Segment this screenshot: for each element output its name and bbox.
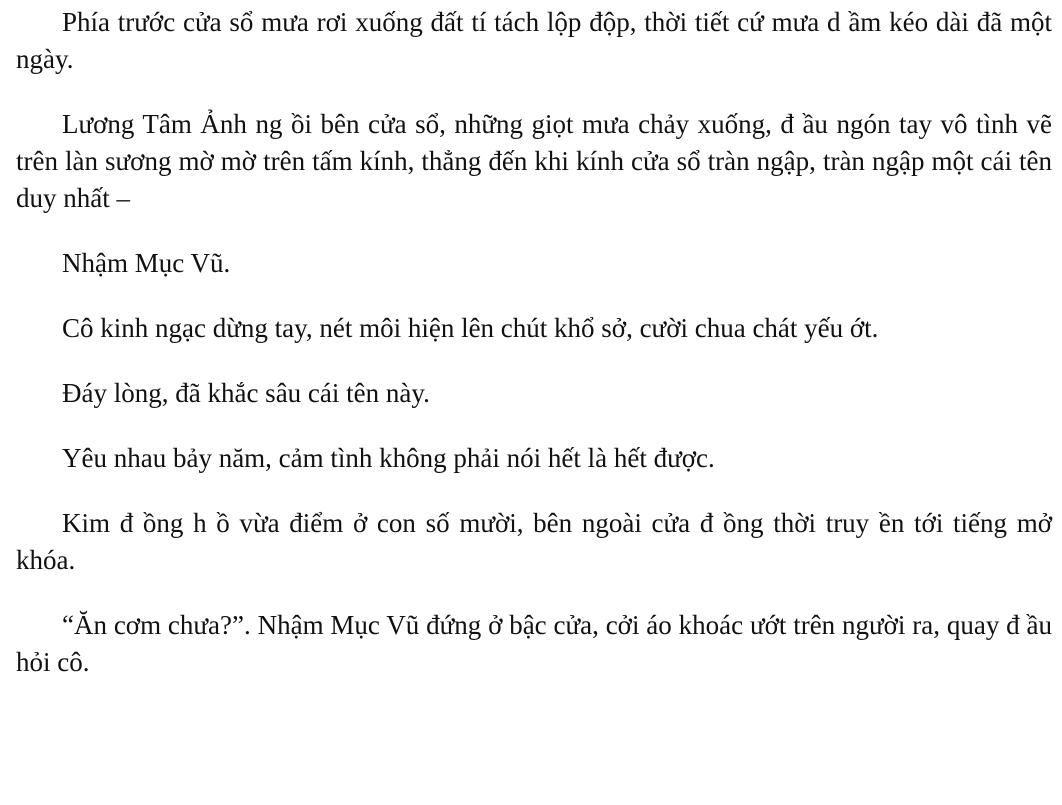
paragraph-8: “Ăn cơm chưa?”. Nhậm Mục Vũ đứng ở bậc cửa, cởi áo khoác ướt trên người ra, quay đ ầu hỏi cô. bbox=[16, 610, 1052, 677]
paragraph-2: Lương Tâm Ảnh ng ồi bên cửa sổ, những giọt mưa chảy xuống, đ ầu ngón tay vô tình vẽ trên làn sương mờ mờ trên tấm kính, thẳng đến khi kính cửa sổ tràn ngập, tràn ngập một cái tên duy nhất – bbox=[16, 109, 1052, 213]
paragraph-3: Nhậm Mục Vũ. bbox=[62, 248, 231, 278]
paragraph-5: Đáy lòng, đã khắc sâu cái tên này. bbox=[62, 378, 430, 408]
document-page bbox=[16, 4, 1052, 681]
paragraph-4: Cô kinh ngạc dừng tay, nét môi hiện lên chút khổ sở, cười chua chát yếu ớt. bbox=[62, 313, 879, 343]
paragraph-1: Phía trước cửa sổ mưa rơi xuống đất tí tách lộp độp, thời tiết cứ mưa d ầm kéo dài đã một ngày. bbox=[16, 7, 1052, 74]
paragraph-6: Yêu nhau bảy năm, cảm tình không phải nói hết là hết được. bbox=[62, 443, 715, 473]
paragraph-7: Kim đ ồng h ồ vừa điểm ở con số mười, bên ngoài cửa đ ồng thời truy ền tới tiếng mở khóa. bbox=[16, 508, 1052, 575]
